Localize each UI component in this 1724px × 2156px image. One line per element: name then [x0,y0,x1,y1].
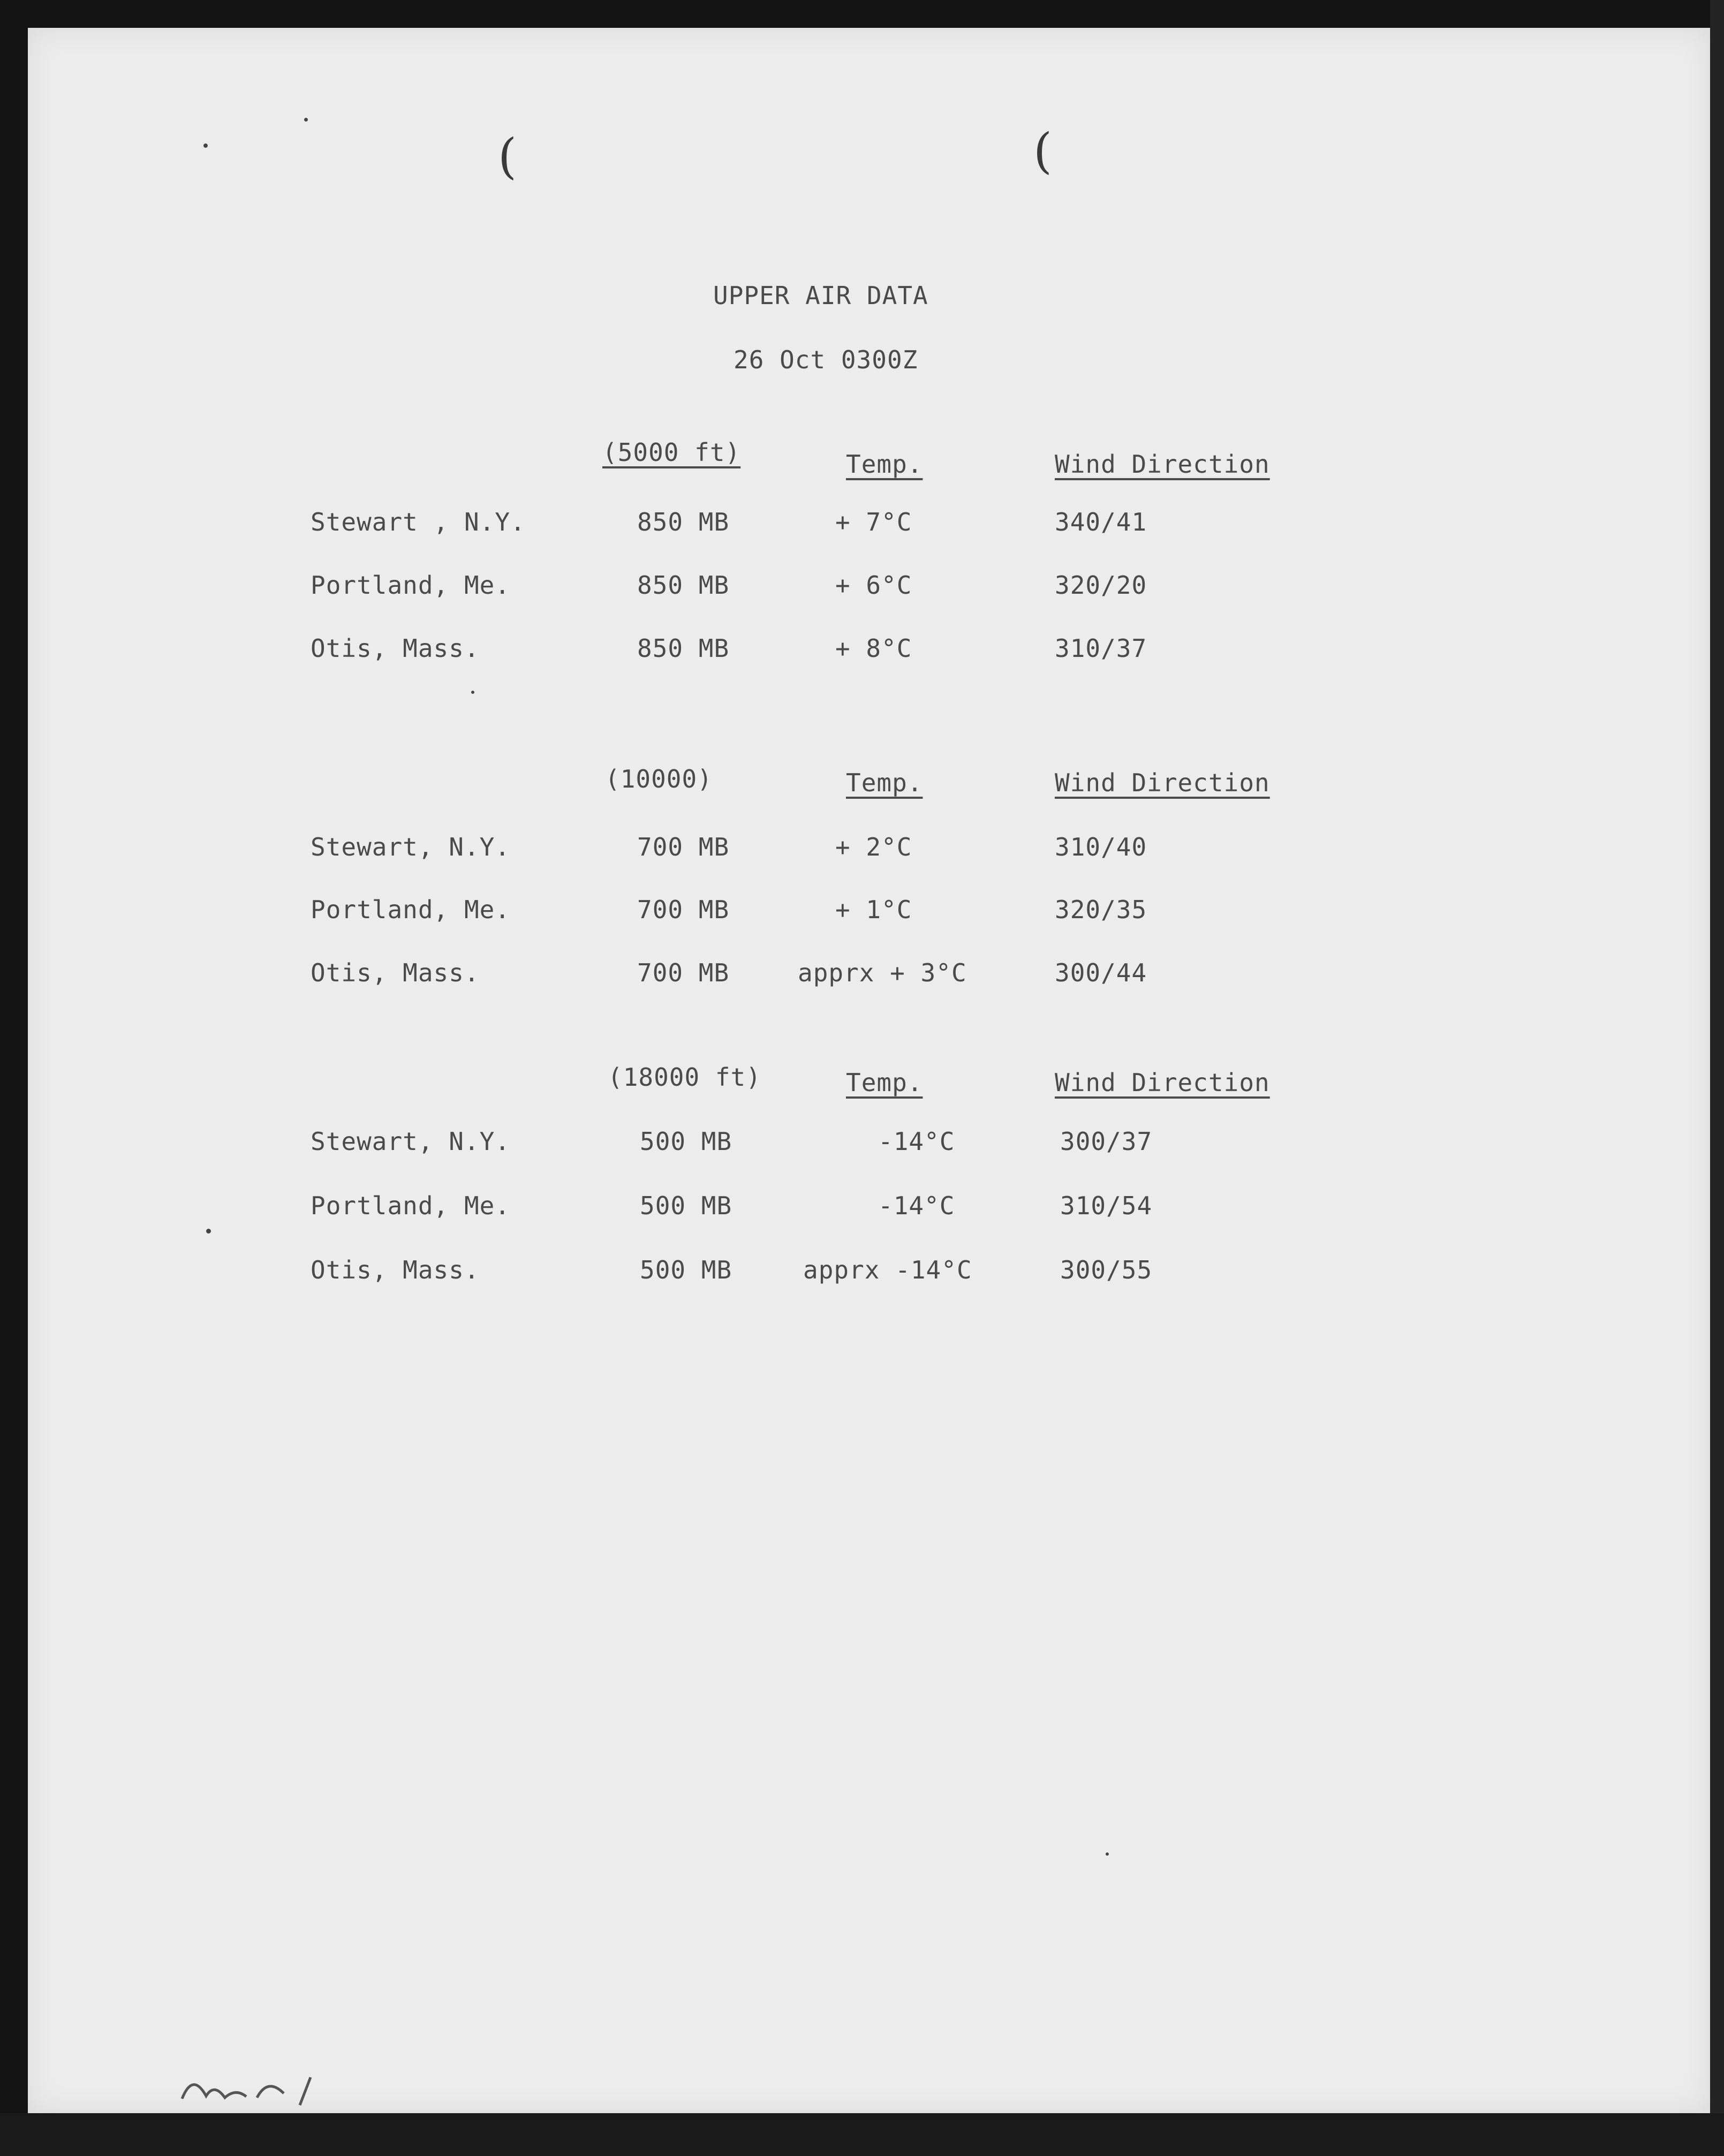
punch-hole-mark-left: ( [498,128,517,185]
altitude-header: (10000) [605,765,713,793]
pressure-level: 850 MB [637,508,730,536]
station-name: Stewart, N.Y. [311,1127,511,1156]
station-name: Otis, Mass. [311,958,480,987]
pressure-level: 500 MB [640,1255,732,1284]
wind-header: Wind Direction [1055,450,1270,479]
wind-value: 320/20 [1055,571,1147,600]
scan-frame-bottom [0,2113,1724,2156]
temperature-value: + 2°C [835,833,912,861]
pressure-level: 700 MB [637,833,730,861]
station-name: Portland, Me. [311,895,511,924]
scan-speck [304,118,308,122]
temperature-value: -14°C [878,1191,955,1220]
wind-value: 320/35 [1055,895,1147,924]
handwritten-scribble [177,2067,348,2109]
temp-header: Temp. [846,768,923,797]
temperature-value: + 6°C [835,571,912,600]
wind-value: 310/40 [1055,833,1147,861]
scan-speck [471,691,474,694]
wind-value: 300/37 [1060,1127,1153,1156]
wind-header: Wind Direction [1055,768,1270,797]
pressure-level: 850 MB [637,571,730,600]
scan-speck [206,1229,211,1234]
station-name: Stewart, N.Y. [311,833,511,861]
pressure-level: 850 MB [637,634,730,663]
temperature-value: apprx -14°C [803,1255,972,1284]
scan-frame-top [0,0,1724,28]
wind-value: 310/37 [1055,634,1147,663]
pressure-level: 700 MB [637,958,730,987]
wind-value: 340/41 [1055,508,1147,536]
handwritten-mark [177,2067,348,2120]
wind-value: 300/55 [1060,1255,1153,1284]
altitude-header: (18000 ft) [608,1063,761,1092]
scan-frame-right [1710,0,1724,2156]
document-title: UPPER AIR DATA [713,281,928,310]
scan-frame-left [0,0,28,2156]
scan-speck [1106,1852,1109,1856]
pressure-level: 500 MB [640,1127,732,1156]
station-name: Otis, Mass. [311,634,480,663]
altitude-header: (5000 ft) [602,438,741,467]
station-name: Otis, Mass. [311,1255,480,1284]
wind-header: Wind Direction [1055,1068,1270,1097]
station-name: Portland, Me. [311,1191,511,1220]
pressure-level: 700 MB [637,895,730,924]
temperature-value: -14°C [878,1127,955,1156]
temp-header: Temp. [846,450,923,479]
temperature-value: apprx + 3°C [798,958,967,987]
scan-speck [203,143,208,148]
punch-hole-mark-right: ( [1033,123,1053,179]
station-name: Portland, Me. [311,571,511,600]
temperature-value: + 1°C [835,895,912,924]
wind-value: 300/44 [1055,958,1147,987]
temp-header: Temp. [846,1068,923,1097]
document-date: 26 Oct 0300Z [734,345,918,374]
temperature-value: + 8°C [835,634,912,663]
temperature-value: + 7°C [835,508,912,536]
pressure-level: 500 MB [640,1191,732,1220]
wind-value: 310/54 [1060,1191,1153,1220]
station-name: Stewart , N.Y. [311,508,526,536]
